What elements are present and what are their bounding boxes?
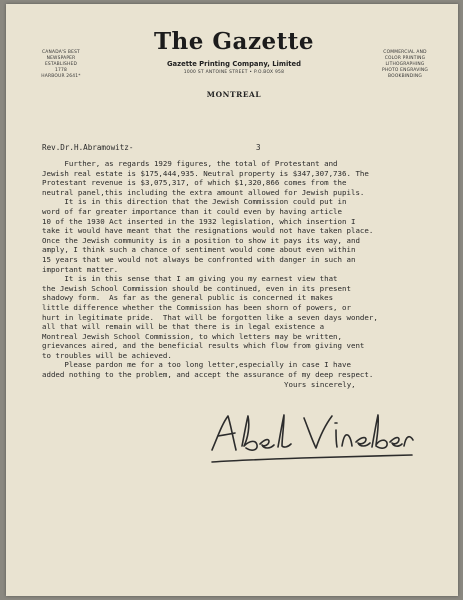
letterhead-right-line: LITHOGRAPHING: [385, 62, 425, 67]
letterhead-right-line: PHOTO ENGRAVING: [382, 68, 428, 73]
body-line: to troubles will be achieved.: [42, 350, 172, 360]
body-line: It is in this sense that I am giving you my earnest view that: [42, 274, 338, 284]
company-city: MONTREAL: [206, 90, 262, 99]
salutation: Rev.Dr.H.Abramowitz-: [42, 143, 134, 152]
letterhead-left-line: 1778: [55, 68, 67, 73]
letter-body: [42, 159, 454, 380]
body-line: Further, as regards 1929 figures, the total of Protestant and: [42, 159, 338, 168]
body-line: neutral panel,this including the extra amount allowed for Jewish pupils.: [42, 187, 365, 197]
body-line: word of far greater importance than it could even by having article: [42, 206, 343, 216]
letterhead-left-line: ESTABLISHED: [44, 62, 78, 67]
company-address: 1000 ST ANTOINE STREET • P.O.BOX 958: [183, 70, 285, 75]
letterhead-right-line: COMMERCIAL AND: [383, 50, 427, 55]
body-line: 10 of the 1930 Act inserted in the 1932 legislation, which insertion I: [42, 216, 356, 226]
body-line: It is in this direction that the Jewish Commission could put in: [42, 197, 347, 207]
body-line: all that will remain will be that there is in legal existence a: [42, 322, 325, 332]
body-line: Protestant revenue is $3,075,317, of which $1,320,866 comes from the: [42, 178, 347, 188]
letterhead-left-line: CANADA'S BEST: [42, 50, 80, 55]
body-line: added nothing to the problem, and accept the assurance of my deep respect.: [42, 370, 374, 380]
body-line: important matter.: [42, 264, 119, 274]
body-line: little difference whether the Commission has been shorn of powers, or: [42, 302, 351, 312]
body-line: amply, I think such a chance of sentiment would come about even within: [42, 245, 356, 255]
body-line: 15 years that we would not always be confronted with danger in such an: [42, 254, 356, 264]
letterhead-left-block: [28, 50, 94, 80]
letterhead-right-block: [366, 50, 444, 80]
body-line: Please pardon me for a too long letter,especially in case I have: [42, 360, 351, 370]
body-line: shadowy form. As far as the general public is concerned it makes: [42, 293, 334, 303]
body-line: take it would have meant that the resignations would not have taken place.: [42, 226, 374, 236]
body-line: the Jewish School Commission should be continued, even in its present: [42, 283, 351, 293]
body-line: grievances aired, and the beneficial results which flow from giving vent: [42, 341, 365, 351]
company-name: Gazette Printing Company, Limited: [166, 60, 302, 68]
letter-page: [6, 4, 458, 596]
letterhead-right-line: BOOKBINDING: [388, 74, 422, 79]
letterhead-left-line: NEWSPAPER: [46, 56, 76, 61]
body-line: hurt in legitimate pride. That will be forgotten like a seven days wonder,: [42, 312, 378, 322]
closing: Yours sincerely,: [284, 380, 356, 389]
letterhead-left-line: HARBOUR 2641*: [41, 74, 81, 79]
body-line: Montreal Jewish School Commission, to which letters may be written,: [42, 331, 343, 341]
signature-mark: [202, 406, 416, 466]
masthead-title: The Gazette: [153, 28, 315, 55]
body-line: Once the Jewish community is in a position to show it pays its way, and: [42, 235, 360, 245]
body-line: Jewish real estate is $175,444,935. Neutral property is $347,307,736. The: [42, 168, 369, 178]
letterhead-right-line: COLOR PRINTING: [384, 56, 426, 61]
page-number: 3: [256, 143, 261, 152]
